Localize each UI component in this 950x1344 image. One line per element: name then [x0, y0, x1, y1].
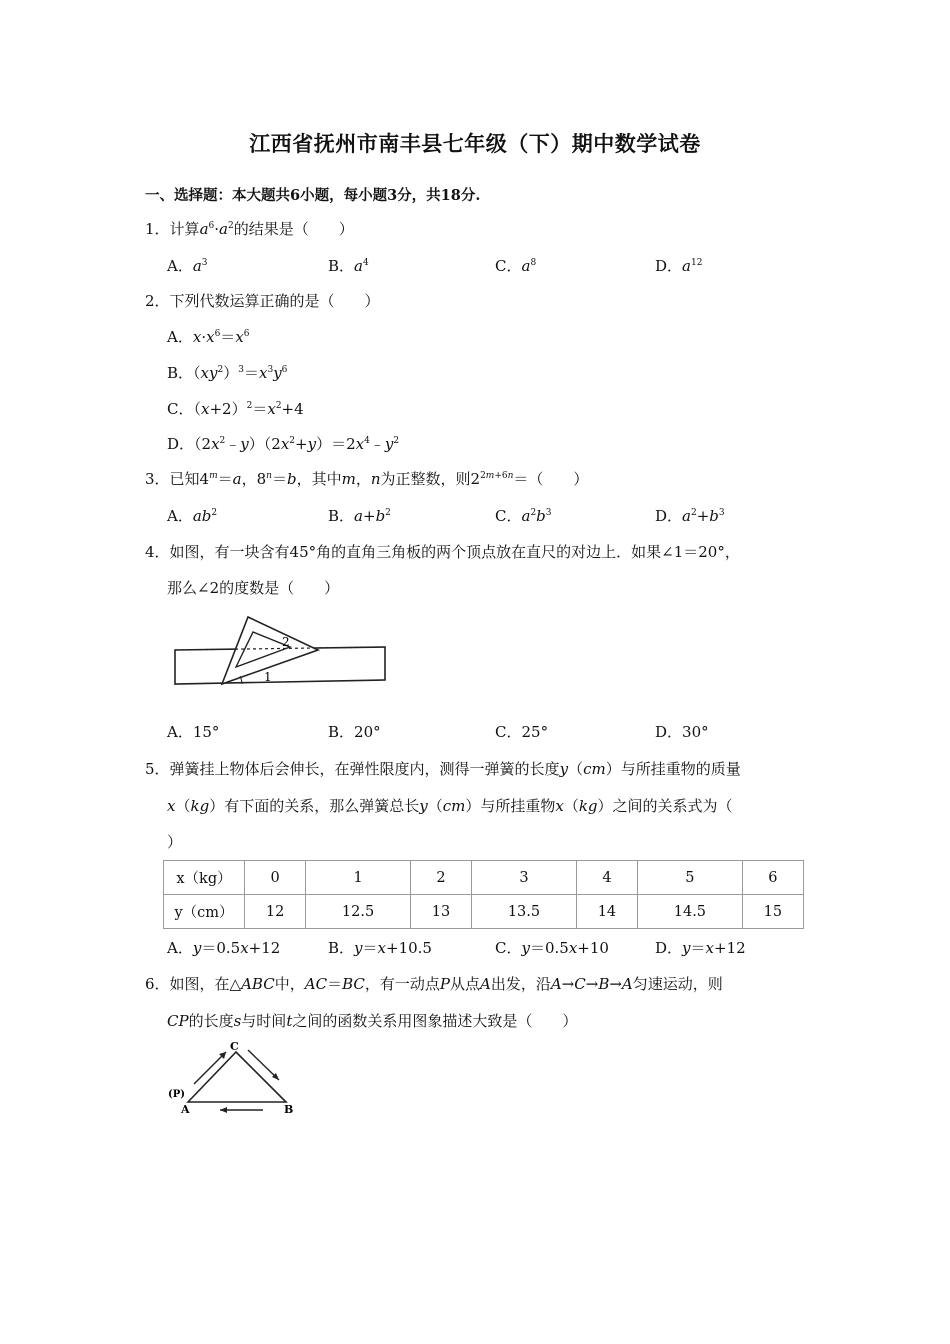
question-4: 4．如图，有一块含有45°角的直角三角板的两个顶点放在直尺的对边上．如果∠1＝20°， [145, 543, 740, 561]
question-6: 6．如图，在△ABC中，AC＝BC，有一动点P从点A出发，沿A→C→B→A匀速运动，则 [145, 975, 723, 993]
q4-option-b: B．20° [328, 723, 381, 741]
q2-option-c: C．$(x+2)^2=x^2+4$ [167, 400, 304, 418]
q5-option-a: A．y＝0.5x+12 [167, 939, 281, 957]
table-cell: 4 [576, 861, 637, 895]
q5-option-d: D．y＝x+12 [655, 939, 746, 957]
q1-option-b: B．$a^4$ [328, 257, 369, 275]
table-cell: 15 [742, 895, 803, 929]
q5-option-c: C．y＝0.5x+10 [495, 939, 609, 957]
triangle-abc-figure [168, 1040, 308, 1118]
vertex-b-label: B [284, 1103, 294, 1116]
question-1: 1．计算$a^6\cdot a^2$的结果是（ ） [145, 220, 354, 238]
q4-option-d: D．30° [655, 723, 709, 741]
table-header-x: x（kg） [164, 861, 245, 895]
table-cell: 0 [245, 861, 306, 895]
vertex-a-label: A [181, 1103, 190, 1116]
q3-option-a: A．$ab^2$ [167, 507, 218, 525]
table-cell: 14.5 [638, 895, 743, 929]
table-cell: 13 [410, 895, 471, 929]
table-row [164, 861, 804, 895]
question-3: 3．已知$4^m=a$，$8^n=b$，其中m，n为正整数，则$2^{2m+6n}=$（ ） [145, 470, 589, 488]
question-5-line2: x（kg）有下面的关系，那么弹簧总长y（cm）与所挂重物x（kg）之间的关系式为（ [167, 797, 733, 815]
vertex-c-label: C [230, 1040, 239, 1053]
q3-option-b: B．$a+b^2$ [328, 507, 391, 525]
question-5: 5．弹簧挂上物体后会伸长，在弹性限度内，测得一弹簧的长度y（cm）与所挂重物的质量 [145, 760, 741, 778]
q1-option-d: D．$a^{12}$ [655, 257, 703, 275]
angle-1-label: 1 [264, 670, 272, 684]
q3-option-c: C．$a^2b^3$ [495, 507, 552, 525]
ruler-triangle-figure [170, 612, 390, 692]
point-p-label: (P) [168, 1089, 185, 1100]
table-cell: 6 [742, 861, 803, 895]
q5-option-b: B．y＝x+10.5 [328, 939, 432, 957]
q2-option-d: D．$(2x^2﹣y)(2x^2+y)=2x^4﹣y^2$ [167, 435, 400, 453]
q2-option-a: A．$x\cdot x^6=x^6$ [167, 328, 250, 346]
question-5-line3: ） [167, 833, 183, 851]
question-2: 2．下列代数运算正确的是（ ） [145, 292, 380, 310]
table-cell: 1 [306, 861, 411, 895]
table-cell: 12 [245, 895, 306, 929]
question-4-line2: 那么∠2的度数是（ ） [167, 579, 340, 597]
table-cell: 5 [638, 861, 743, 895]
section-heading: 一、选择题：本大题共6小题，每小题3分，共18分. [145, 187, 481, 204]
table-cell: 13.5 [472, 895, 577, 929]
table-cell: 3 [472, 861, 577, 895]
table-cell: 2 [410, 861, 471, 895]
q4-option-c: C．25° [495, 723, 549, 741]
page-title: 江西省抚州市南丰县七年级（下）期中数学试卷 [249, 132, 701, 156]
q1-option-c: C．$a^8$ [495, 257, 537, 275]
q2-option-b: B．$(xy^2)^3=x^3y^6$ [167, 364, 288, 382]
q4-option-a: A．15° [167, 723, 220, 741]
table-header-y: y（cm） [164, 895, 245, 929]
table-cell: 12.5 [306, 895, 411, 929]
q3-option-d: D．$a^2+b^3$ [655, 507, 725, 525]
table-row [164, 895, 804, 929]
question-6-line2: CP的长度s与时间t之间的函数关系用图象描述大致是（ ） [167, 1012, 578, 1030]
table-cell: 14 [576, 895, 637, 929]
q1-option-a: A．$a^3$ [167, 257, 208, 275]
angle-2-label: 2 [282, 635, 290, 649]
spring-data-table [163, 860, 804, 929]
